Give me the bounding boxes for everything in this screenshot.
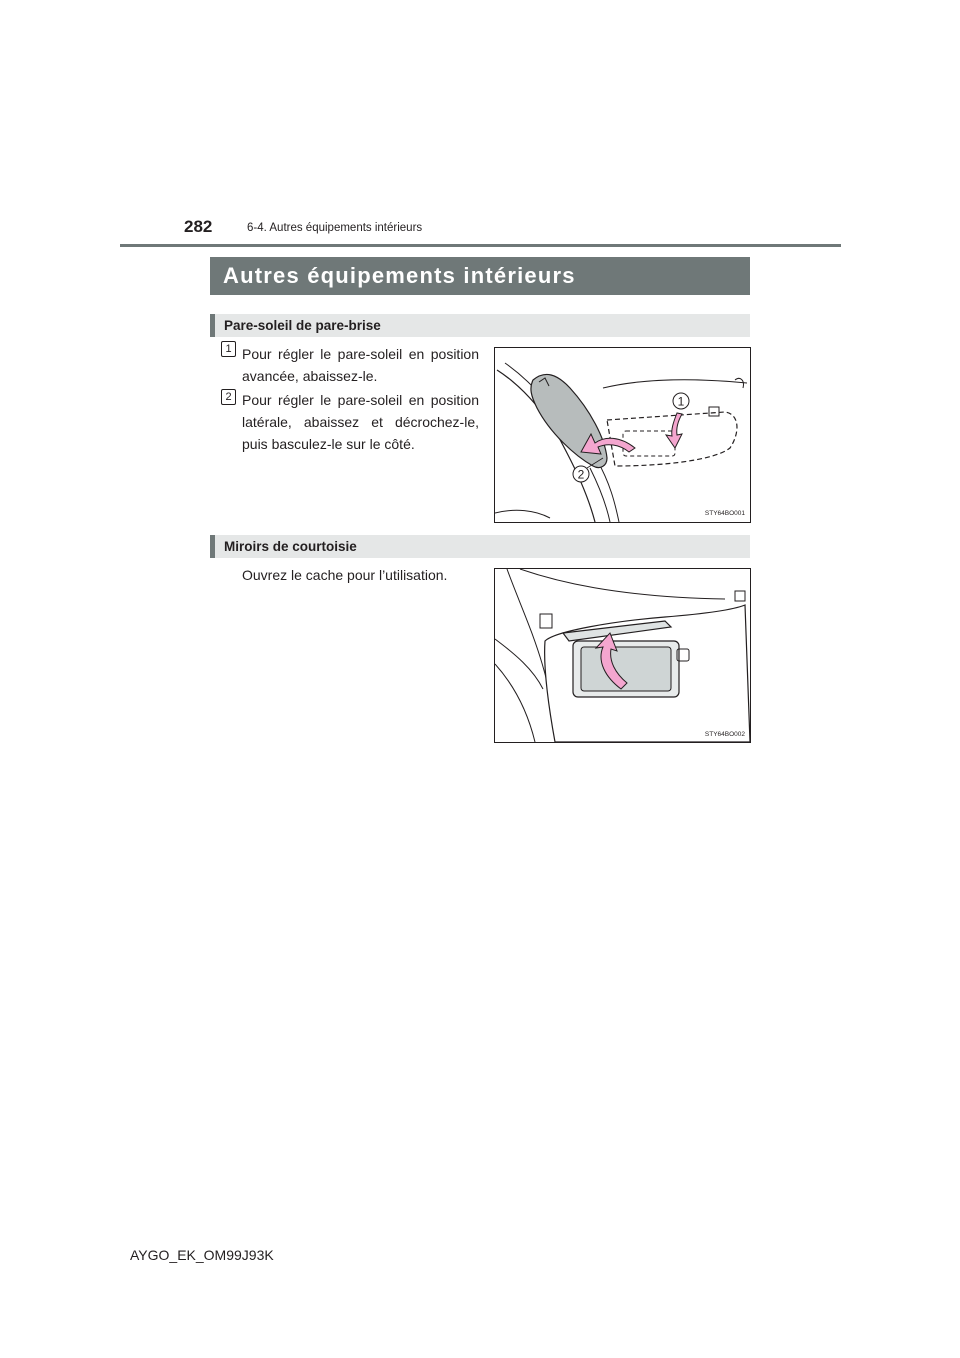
running-head: 6-4. Autres équipements intérieurs [247,222,423,234]
figure-code: STY64BO002 [704,731,745,738]
section-title-vanity-mirror: Miroirs de courtoisie [210,535,750,558]
step-number-badge: 2 [221,389,236,405]
sun-visor-illustration [494,347,751,523]
header-rule [120,244,841,247]
body-text: Ouvrez le cache pour l’utilisation. [242,567,448,583]
vanity-mirror-illustration [494,568,751,743]
figure-code: STY64BO001 [704,510,745,517]
document-code: AYGO_EK_OM99J93K [130,1247,274,1263]
page-title: Autres équipements intérieurs [210,257,750,295]
section-title-sun-visor: Pare-soleil de pare-brise [210,314,750,337]
step-text: Pour régler le pare-soleil en position latérale, abaissez et décrochez-le, puis basculez-le sur le côté. [242,392,479,452]
figure-callout: 2 [577,467,585,482]
step-number-badge: 1 [221,341,236,357]
page-number: 282 [184,217,213,236]
step-text: Pour régler le pare-soleil en position avancée, abaissez-le. [242,346,479,384]
figure-callout: 1 [677,394,685,409]
